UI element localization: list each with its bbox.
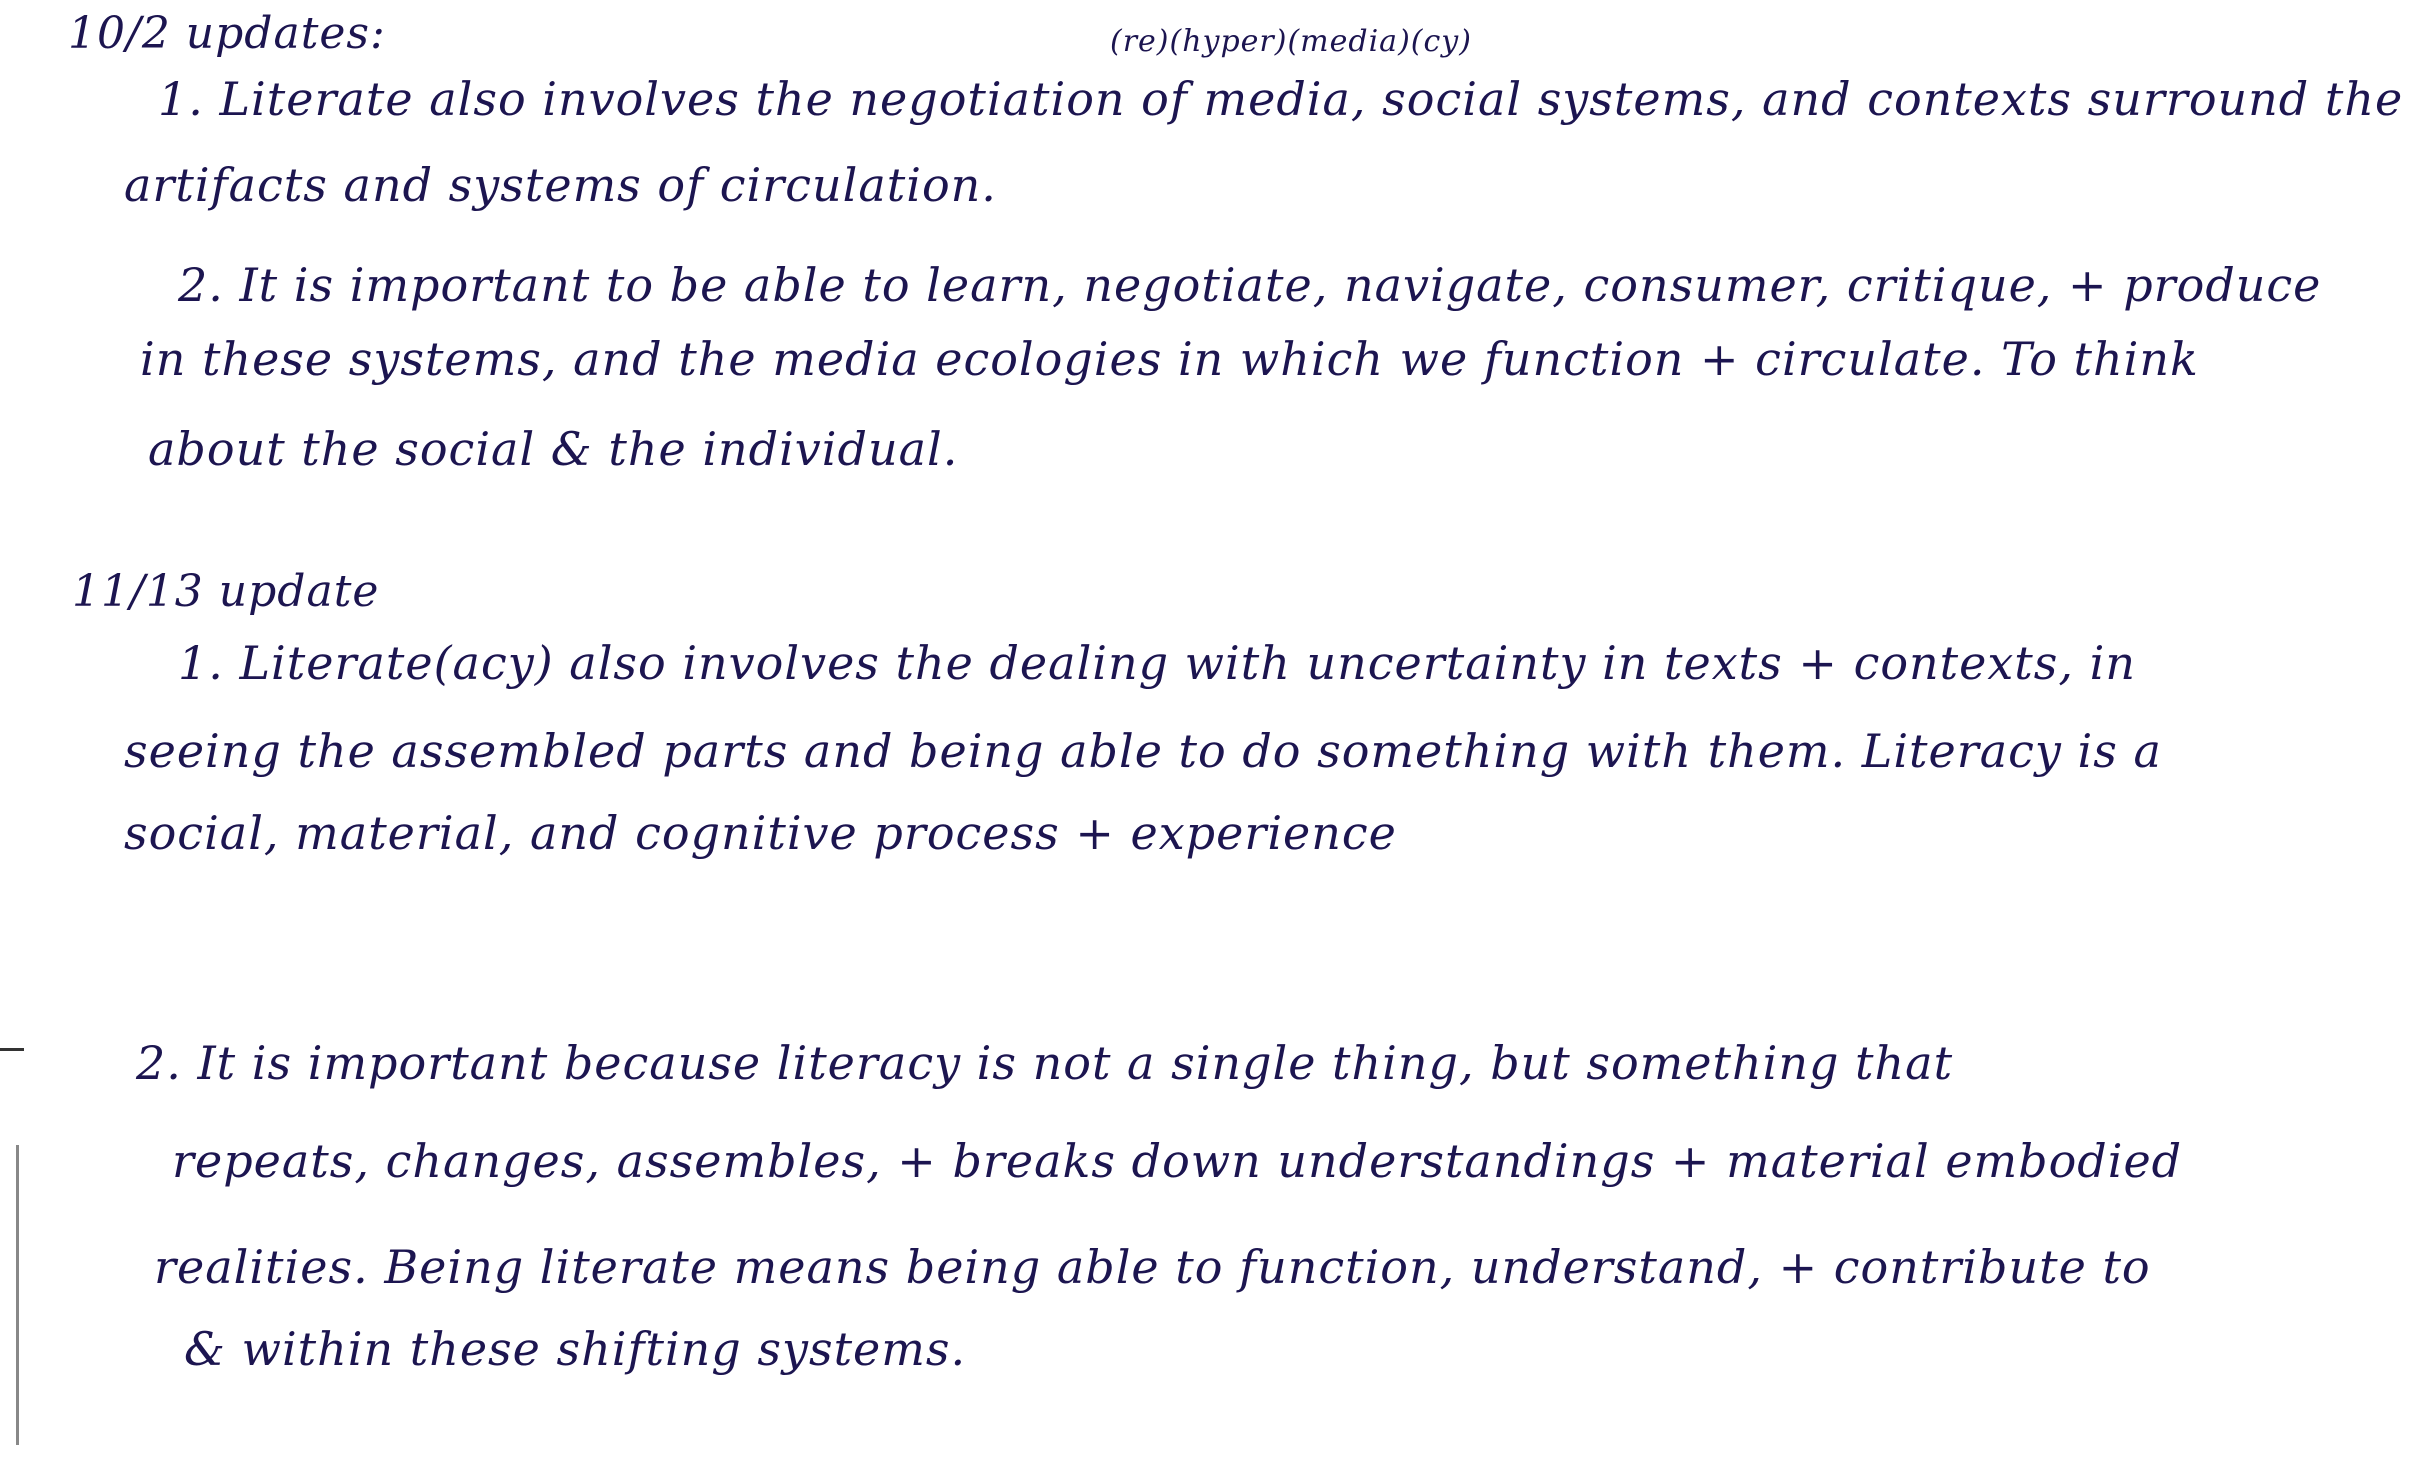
section-heading-11-13: 11/13 update xyxy=(72,566,380,617)
section-heading-10-2: 10/2 updates: xyxy=(68,8,386,59)
scan-edge xyxy=(16,1145,19,1445)
scan-mark xyxy=(0,1048,24,1051)
item3-line2: seeing the assembled parts and being able to do something with them. Literacy is a xyxy=(124,724,2162,778)
item4-line3: realities. Being literate means being able to function, understand, + contribute to xyxy=(154,1240,2151,1294)
item2-line2: in these systems, and the media ecologies in which we function + circulate. To think xyxy=(140,332,2199,386)
item3-line3: social, material, and cognitive process + experience xyxy=(124,806,1397,860)
item4-line4: & within these shifting systems. xyxy=(184,1322,967,1376)
item1-line2: artifacts and systems of circulation. xyxy=(124,158,997,212)
item4-line1: 2. It is important because literacy is not a single thing, but something that xyxy=(136,1036,1954,1090)
item1-line1: 1. Literate also involves the negotiation of media, social systems, and contexts surround the xyxy=(158,72,2404,126)
item2-line1: 2. It is important to be able to learn, negotiate, navigate, consumer, critique, + produce xyxy=(178,258,2322,312)
margin-insertion: (re)(hyper)(media)(cy) xyxy=(1110,24,1472,59)
item4-line2: repeats, changes, assembles, + breaks down understandings + material embodied xyxy=(172,1134,2183,1188)
item2-line3: about the social & the individual. xyxy=(148,422,959,476)
item3-line1: 1. Literate(acy) also involves the dealing with uncertainty in texts + contexts, in xyxy=(178,636,2136,690)
